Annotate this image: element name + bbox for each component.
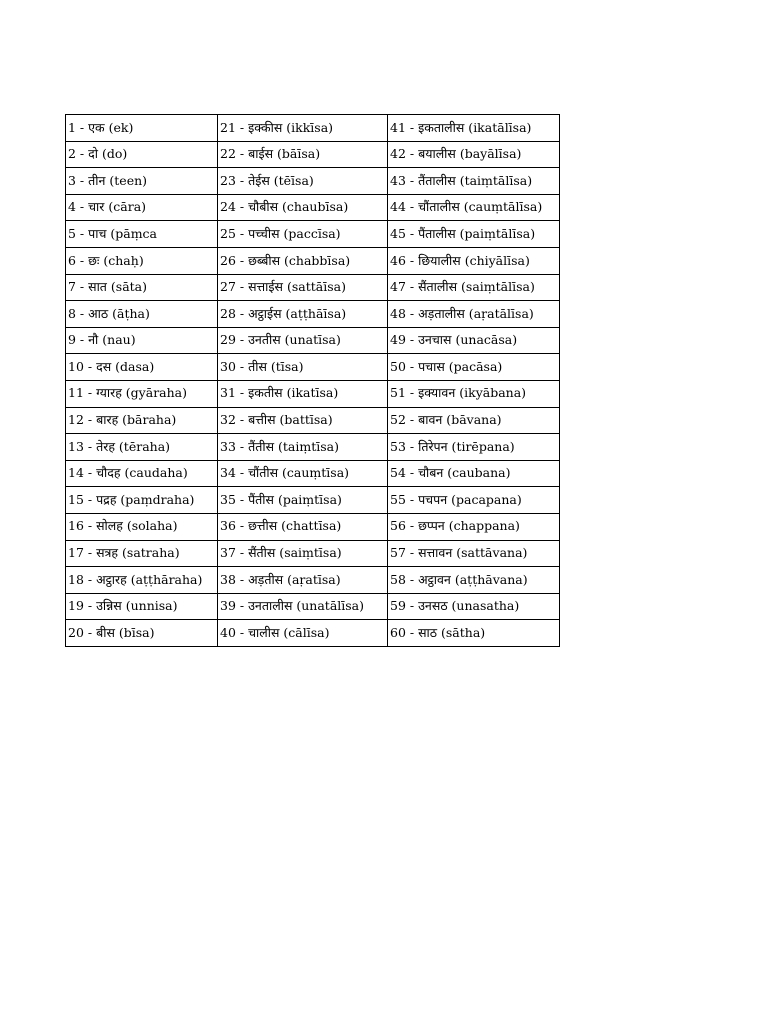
table-cell: 8 - आठ (āṭha) bbox=[66, 301, 218, 328]
table-row bbox=[66, 593, 560, 620]
table-cell: 16 - सोलह (solaha) bbox=[66, 513, 218, 540]
table-cell: 29 - उनतीस (unatīsa) bbox=[218, 327, 388, 354]
table-cell: 47 - सैंतालीस (saiṃtālīsa) bbox=[388, 274, 560, 301]
table-cell: 1 - एक (ek) bbox=[66, 115, 218, 142]
table-cell: 45 - पैंतालीस (paiṃtālīsa) bbox=[388, 221, 560, 248]
table-cell: 26 - छब्बीस (chabbīsa) bbox=[218, 247, 388, 274]
table-cell: 37 - सैंतीस (saiṃtīsa) bbox=[218, 540, 388, 567]
table-cell: 21 - इक्कीस (ikkīsa) bbox=[218, 115, 388, 142]
table-cell: 27 - सत्ताईस (sattāīsa) bbox=[218, 274, 388, 301]
table-cell: 49 - उनचास (unacāsa) bbox=[388, 327, 560, 354]
table-cell: 46 - छियालीस (chiyālīsa) bbox=[388, 247, 560, 274]
table-cell: 3 - तीन (teen) bbox=[66, 168, 218, 195]
table-row bbox=[66, 301, 560, 328]
table-cell: 22 - बाईस (bāīsa) bbox=[218, 141, 388, 168]
table-cell: 44 - चौंतालीस (cauṃtālīsa) bbox=[388, 194, 560, 221]
table-cell: 13 - तेरह (tēraha) bbox=[66, 434, 218, 461]
table-row bbox=[66, 354, 560, 381]
table-cell: 2 - दो (do) bbox=[66, 141, 218, 168]
table-cell: 42 - बयालीस (bayālīsa) bbox=[388, 141, 560, 168]
table-cell: 4 - चार (cāra) bbox=[66, 194, 218, 221]
table-cell: 50 - पचास (pacāsa) bbox=[388, 354, 560, 381]
table-cell: 5 - पाच (pāṃca bbox=[66, 221, 218, 248]
table-row bbox=[66, 194, 560, 221]
table-row bbox=[66, 487, 560, 514]
table-cell: 7 - सात (sāta) bbox=[66, 274, 218, 301]
table-cell: 17 - सत्रह (satraha) bbox=[66, 540, 218, 567]
table-cell: 34 - चौंतीस (cauṃtīsa) bbox=[218, 460, 388, 487]
table-cell: 57 - सत्तावन (sattāvana) bbox=[388, 540, 560, 567]
numbers-table-body bbox=[66, 115, 560, 647]
table-row bbox=[66, 620, 560, 647]
table-cell: 55 - पचपन (pacapana) bbox=[388, 487, 560, 514]
table-cell: 33 - तैंतीस (taiṃtīsa) bbox=[218, 434, 388, 461]
table-cell: 41 - इकतालीस (ikatālīsa) bbox=[388, 115, 560, 142]
table-cell: 30 - तीस (tīsa) bbox=[218, 354, 388, 381]
table-cell: 60 - साठ (sātha) bbox=[388, 620, 560, 647]
table-row bbox=[66, 274, 560, 301]
table-cell: 56 - छप्पन (chappana) bbox=[388, 513, 560, 540]
table-cell: 19 - उन्निस (unnisa) bbox=[66, 593, 218, 620]
table-row bbox=[66, 380, 560, 407]
table-cell: 38 - अड़तीस (aṛatīsa) bbox=[218, 567, 388, 594]
table-cell: 43 - तैंतालीस (taiṃtālīsa) bbox=[388, 168, 560, 195]
table-row bbox=[66, 434, 560, 461]
table-row bbox=[66, 513, 560, 540]
table-cell: 23 - तेईस (tēīsa) bbox=[218, 168, 388, 195]
table-cell: 24 - चौबीस (chaubīsa) bbox=[218, 194, 388, 221]
table-cell: 14 - चौदह (caudaha) bbox=[66, 460, 218, 487]
table-row bbox=[66, 141, 560, 168]
table-cell: 53 - तिरेपन (tirēpana) bbox=[388, 434, 560, 461]
table-cell: 6 - छः (chaḥ) bbox=[66, 247, 218, 274]
table-cell: 25 - पच्चीस (paccīsa) bbox=[218, 221, 388, 248]
table-cell: 15 - पद्रह (paṃdraha) bbox=[66, 487, 218, 514]
table-cell: 51 - इक्यावन (ikyābana) bbox=[388, 380, 560, 407]
table-cell: 35 - पैंतीस (paiṃtīsa) bbox=[218, 487, 388, 514]
table-row bbox=[66, 327, 560, 354]
table-row bbox=[66, 221, 560, 248]
table-cell: 52 - बावन (bāvana) bbox=[388, 407, 560, 434]
table-cell: 48 - अड़तालीस (aṛatālīsa) bbox=[388, 301, 560, 328]
table-cell: 40 - चालीस (cālīsa) bbox=[218, 620, 388, 647]
table-cell: 28 - अट्ठाईस (aṭṭhāīsa) bbox=[218, 301, 388, 328]
table-row bbox=[66, 247, 560, 274]
table-cell: 12 - बारह (bāraha) bbox=[66, 407, 218, 434]
table-cell: 11 - ग्यारह (gyāraha) bbox=[66, 380, 218, 407]
table-cell: 58 - अट्ठावन (aṭṭhāvana) bbox=[388, 567, 560, 594]
table-row bbox=[66, 407, 560, 434]
table-row bbox=[66, 168, 560, 195]
table-row bbox=[66, 540, 560, 567]
table-cell: 20 - बीस (bīsa) bbox=[66, 620, 218, 647]
table-cell: 54 - चौबन (caubana) bbox=[388, 460, 560, 487]
numbers-table bbox=[65, 114, 560, 647]
table-cell: 9 - नौ (nau) bbox=[66, 327, 218, 354]
table-cell: 39 - उनतालीस (unatālīsa) bbox=[218, 593, 388, 620]
table-cell: 10 - दस (dasa) bbox=[66, 354, 218, 381]
table-row bbox=[66, 115, 560, 142]
table-cell: 31 - इकतीस (ikatīsa) bbox=[218, 380, 388, 407]
table-cell: 18 - अट्ठारह (aṭṭhāraha) bbox=[66, 567, 218, 594]
table-cell: 32 - बत्तीस (battīsa) bbox=[218, 407, 388, 434]
table-cell: 36 - छत्तीस (chattīsa) bbox=[218, 513, 388, 540]
table-cell: 59 - उनसठ (unasatha) bbox=[388, 593, 560, 620]
table-row bbox=[66, 567, 560, 594]
table-row bbox=[66, 460, 560, 487]
